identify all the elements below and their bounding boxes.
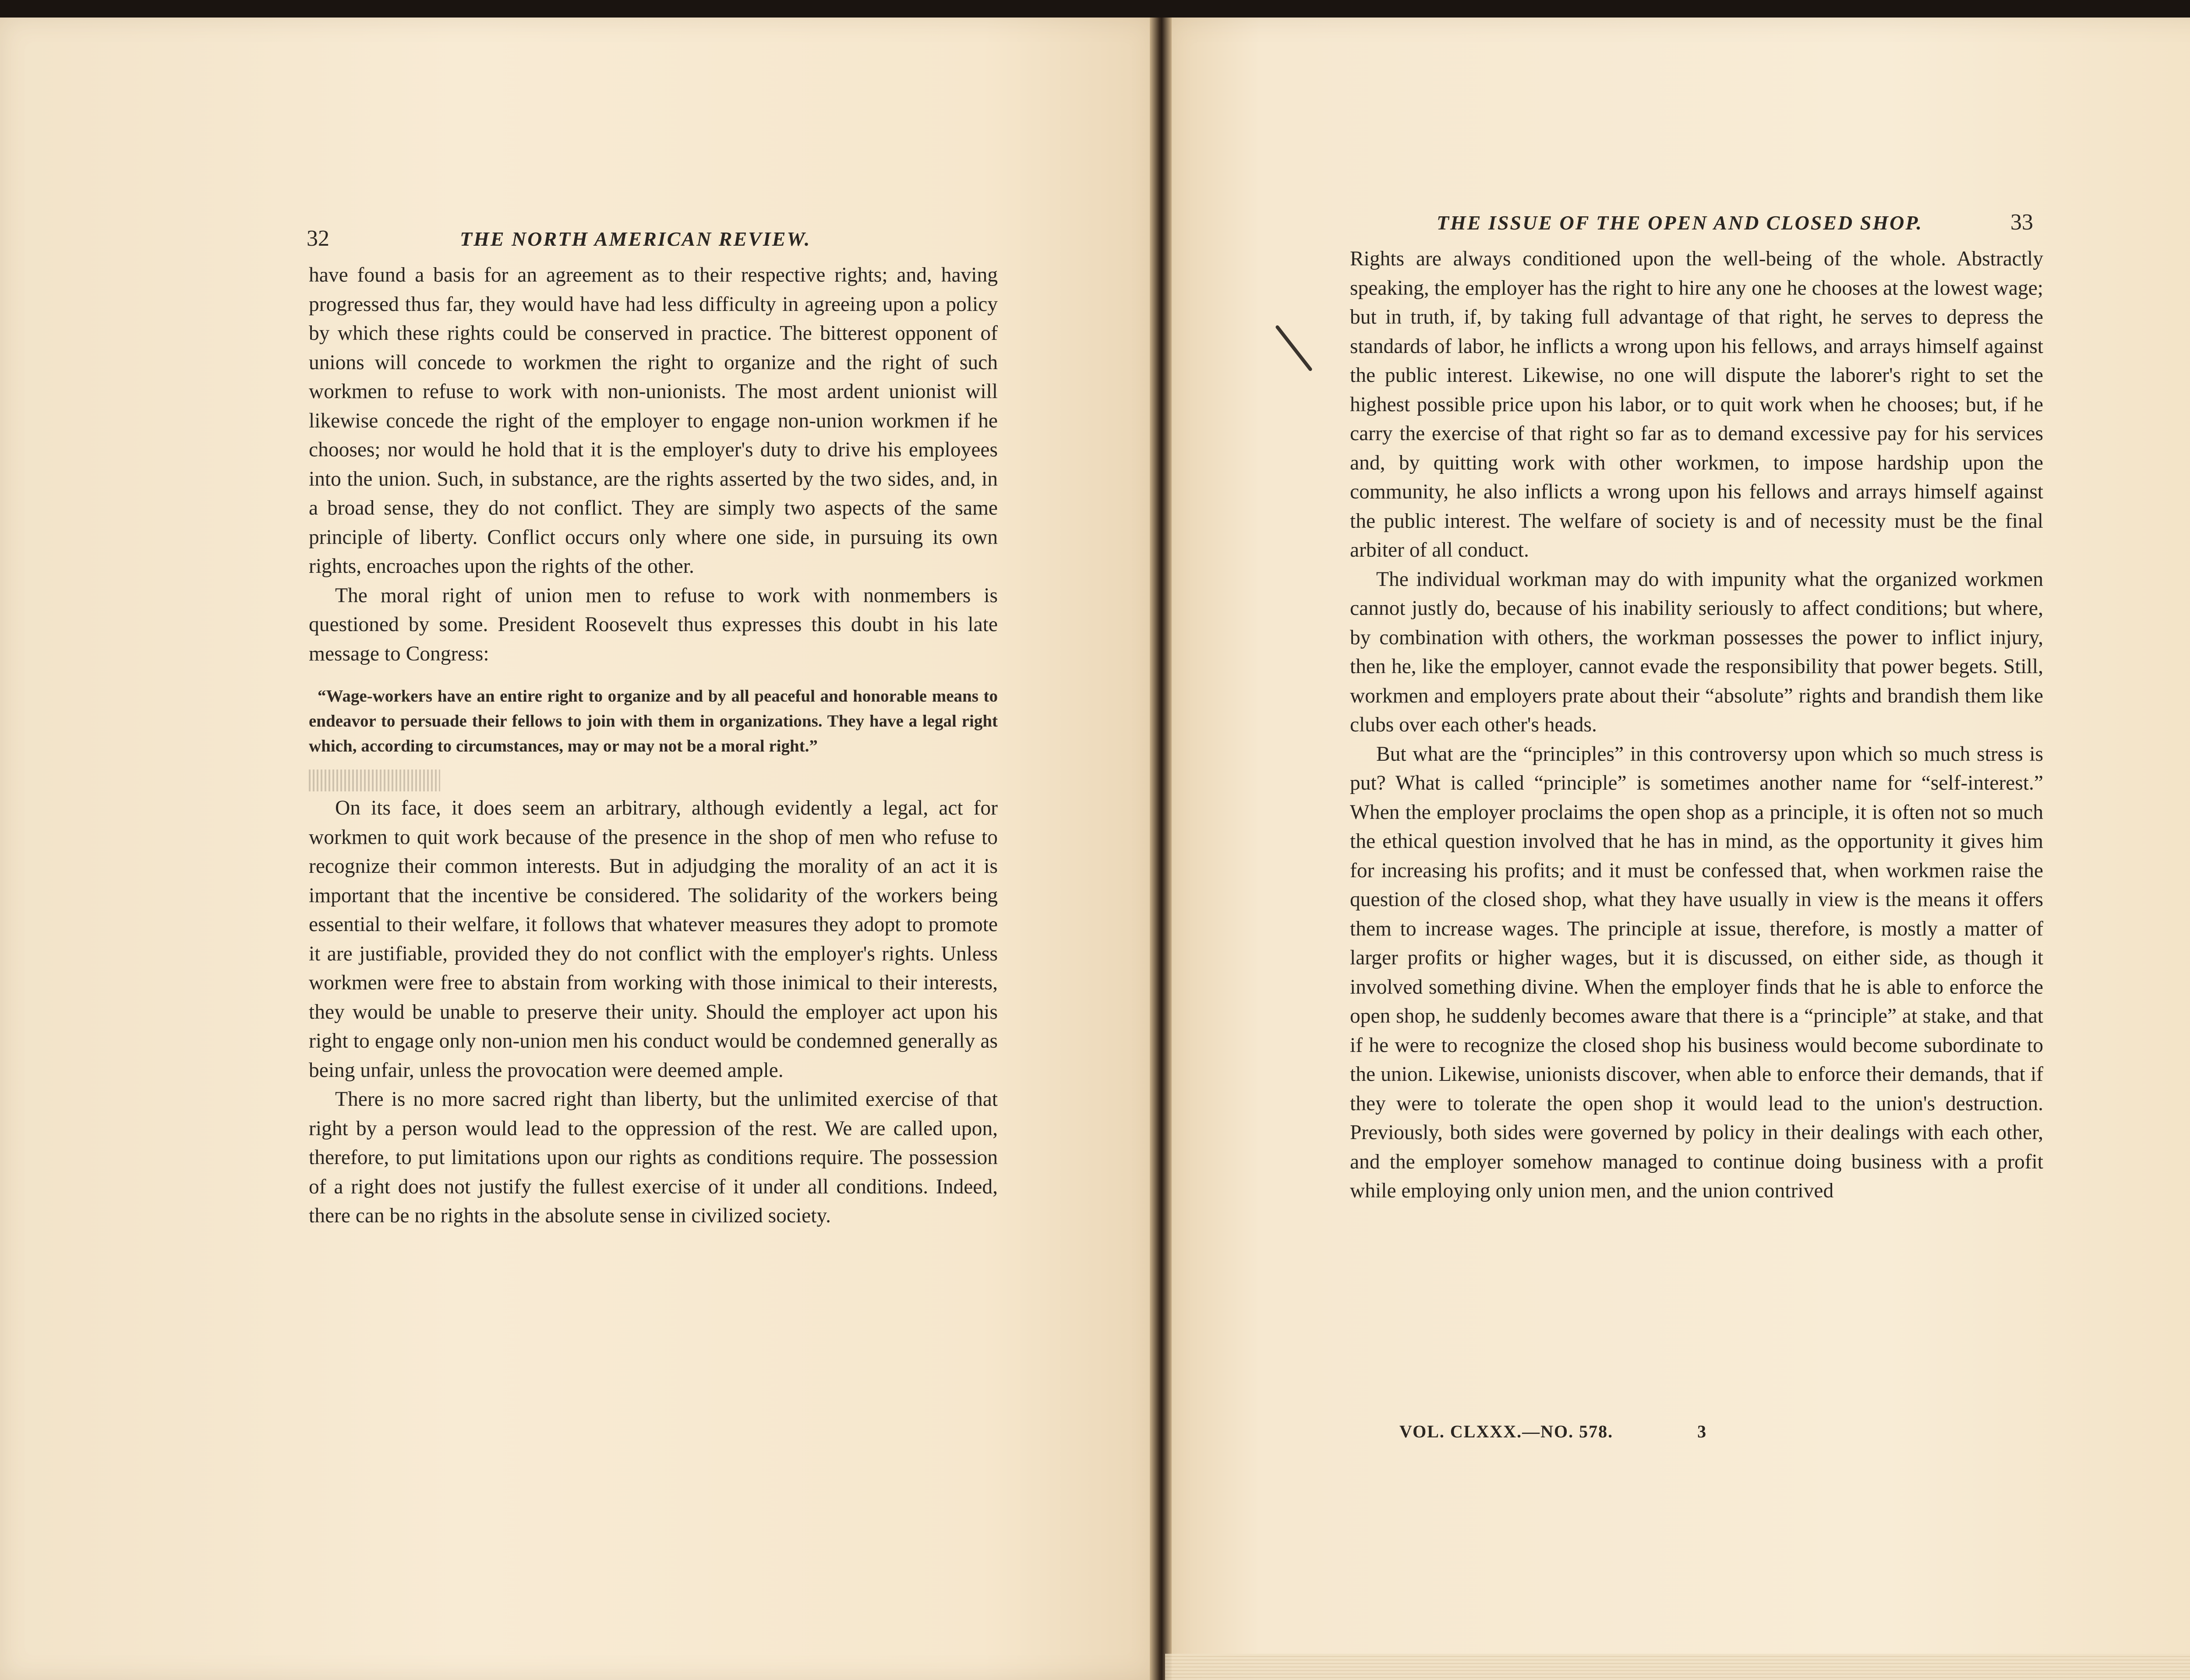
paragraph: The individual workman may do with impunity what the organized workmen cannot justly do, because of his inability seriously to affect conditions; but where, by combination with others, the workman possesses the power to inflict injury, then he, like the employer, cannot evade the responsibility that power begets. Still, workmen and employers prate about their “absolute” rights and brandish them like clubs over each other's heads. xyxy=(1350,568,2043,736)
page-footer xyxy=(1399,1421,1707,1442)
scan-top-border xyxy=(0,0,2190,20)
left-text-column xyxy=(309,261,998,1231)
right-running-head xyxy=(1437,209,2041,240)
paragraph: There is no more sacred right than liberty, but the unlimited exercise of that right by a person would lead to the oppression of the rest. We are called upon, therefore, to put limitations upon our rights as conditions require. The possession of a right does not justify the fullest exercise of it under all conditions. Indeed, there can be no rights in the absolute sense in civilized society. xyxy=(309,1088,998,1227)
paragraph: But what are the “principles” in this controversy upon which so much stress is put? What is called “principle” is sometimes another name for “self-interest.” When the employer proclaims the open shop as a principle, it is often not so much the ethical question involved that he has in mind, as the opportunity it gives him for increasing his profits; and it must be confessed that, when workmen raise the question of the closed shop, what they have usually in view is the means it offers them to increase wages. The principle at issue, therefore, is mostly a matter of larger profits or higher wages, but it is discussed, on either side, as though it involved something divine. When the employer finds that he is able to enforce the open shop, he suddenly becomes aware that there is a “principle” at stake, and that if he were to recognize the closed shop his business would become subordinate to the union. Likewise, unionists discover, when able to enforce their demands, that if they were to tolerate the open shop it would lead to the union's destruction. Previously, both sides were governed by policy in their dealings with each other, and the employer somehow managed to continue doing business with a profit while employing only union men, and the union contrived xyxy=(1350,742,2043,1202)
book-gutter xyxy=(1150,18,1172,1680)
right-running-title: THE ISSUE OF THE OPEN AND CLOSED SHOP. xyxy=(1437,212,1923,234)
paragraph: have found a basis for an agreement as to their respective rights; and, having progressed thus far, they would have had less difficulty in agreeing upon a policy by which these rights could be conserved in practice. The bitterest opponent of unions will concede to workmen the right to organize and the right of such workmen to refuse to work with non-unionists. The most ardent unionist will likewise concede the right of the employer to engage non-union workmen if he chooses; nor would he hold that it is the employer's duty to drive his employees into the union. Such, in substance, are the rights asserted by the two sides, and, in a broad sense, they do not conflict. They are simply two aspects of the same principle of liberty. Conflict occurs only where one side, in pursuing its own rights, encroaches upon the rights of the other. xyxy=(309,264,998,578)
paragraph: The moral right of union men to refuse to work with nonmembers is questioned by some. President Roosevelt thus expresses this doubt in his late message to Congress: xyxy=(309,584,998,665)
signature-mark: 3 xyxy=(1697,1422,1707,1441)
volume-line: VOL. CLXXX.—NO. 578. xyxy=(1399,1422,1614,1441)
left-running-head xyxy=(307,226,999,256)
left-running-title: THE NORTH AMERICAN REVIEW. xyxy=(460,228,811,250)
left-page-number: 32 xyxy=(307,226,329,251)
page-edges-bottom xyxy=(1165,1654,2190,1680)
paragraph: On its face, it does seem an arbitrary, although evidently a legal, act for workmen to quit work because of the presence in the shop of men who refuse to recognize their common interests. But in adjudging the morality of an act it is important that the incentive be considered. The solidarity of the workers being essential to their welfare, it follows that whatever measures they adopt to promote it are justifiable, provided they do not conflict with the employer's rights. Unless workmen were free to abstain from working with those inimical to their interests, they would be unable to preserve their unity. Should the employer act upon his right to engage only non-union men his conduct would be condemned generally as being unfair, unless the provocation were deemed ample. xyxy=(309,797,998,1082)
block-quote: “Wage-workers have an entire right to organize and by all peaceful and honorable means to endeavor to persuade their fellows to join with them in organizations. They have a legal right which, according to circumstances, may or may not be a moral right.” xyxy=(309,687,998,755)
right-text-column xyxy=(1350,244,2043,1206)
ink-smudge xyxy=(309,769,440,791)
paragraph: Rights are always conditioned upon the well-being of the whole. Abstractly speaking, the employer has the right to hire any one he chooses at the lowest wage; but in truth, if, by taking full advantage of that right, he serves to depress the standards of labor, he inflicts a wrong upon his fellows, and arrays himself against the public interest. Likewise, no one will dispute the laborer's right to set the highest possible price upon his labor, or to quit work when he chooses; but, if he carry the exercise of that right so far as to demand excessive pay for his services and, by quitting work with other workmen, to impose hardship upon the community, he also inflicts a wrong upon his fellows and arrays himself against the public interest. The welfare of society is and of necessity must be the final arbiter of all conduct. xyxy=(1350,247,2043,561)
right-page-number: 33 xyxy=(2010,210,2033,235)
